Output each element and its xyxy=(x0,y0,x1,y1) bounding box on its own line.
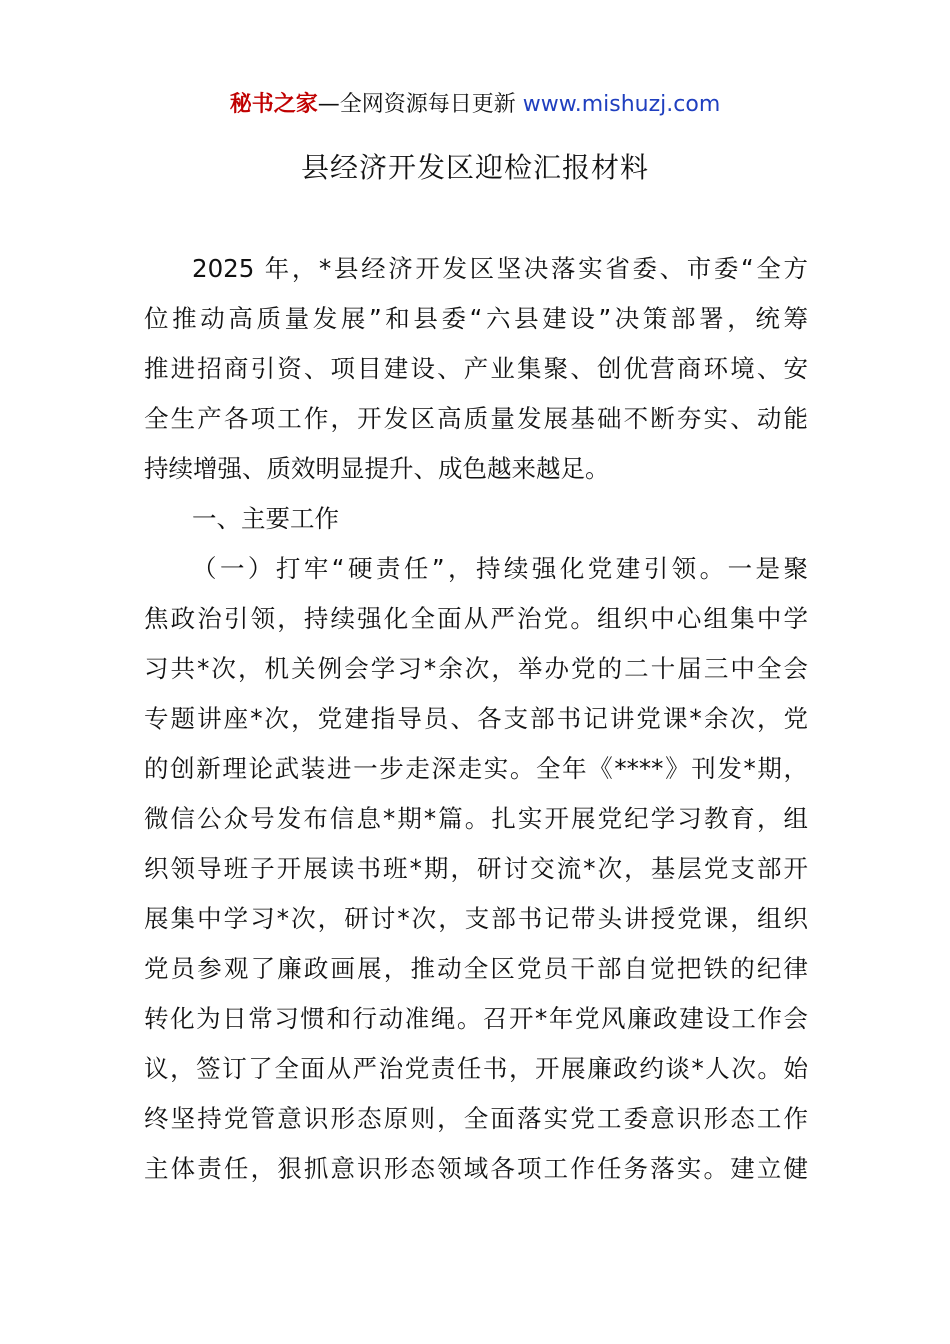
paragraph-line: 党员参观了廉政画展，推动全区党员干部自觉把铁的纪律 xyxy=(144,954,808,983)
paragraph-line: 持续增强、质效明显提升、成色越来越足。 xyxy=(144,454,610,483)
paragraph-line: 焦政治引领，持续强化全面从严治党。组织中心组集中学 xyxy=(144,604,808,633)
paragraph-line: 织领导班子开展读书班*期，研讨交流*次，基层党支部开 xyxy=(144,854,808,883)
paragraph-line: 微信公众号发布信息*期*篇。扎实开展党纪学习教育，组 xyxy=(144,804,808,833)
site-brand: 秘书之家 xyxy=(229,92,318,117)
paragraph-line: 转化为日常习惯和行动准绳。召开*年党风廉政建设工作会 xyxy=(144,1004,808,1033)
document-body xyxy=(144,244,808,1194)
paragraph-line: 终坚持党管意识形态原则，全面落实党工委意识形态工作 xyxy=(144,1104,808,1133)
paragraph-line: 专题讲座*次，党建指导员、各支部书记讲党课*余次，党 xyxy=(144,704,808,733)
paragraph-line: 全生产各项工作，开发区高质量发展基础不断夯实、动能 xyxy=(144,404,808,433)
paragraph-line: （一）打牢“硬责任”，持续强化党建引领。一是聚 xyxy=(192,554,808,583)
paragraph-line: 2025 年，*县经济开发区坚决落实省委、市委“全方 xyxy=(192,254,808,283)
site-header xyxy=(0,88,950,122)
site-url-link[interactable]: www.mishuzj.com xyxy=(522,92,721,117)
section-heading: 一、主要工作 xyxy=(192,504,339,533)
paragraph-line: 位推动高质量发展”和县委“六县建设”决策部署，统筹 xyxy=(144,304,808,333)
paragraph-line: 的创新理论武装进一步走深走实。全年《****》刊发*期， xyxy=(144,754,808,783)
paragraph-line: 习共*次，机关例会学习*余次，举办党的二十届三中全会 xyxy=(144,654,808,683)
site-tagline: —全网资源每日更新 xyxy=(317,92,523,117)
document-title: 县经济开发区迎检汇报材料 xyxy=(300,151,649,184)
paragraph-line: 推进招商引资、项目建设、产业集聚、创优营商环境、安 xyxy=(144,354,808,383)
paragraph-line: 展集中学习*次，研讨*次，支部书记带头讲授党课，组织 xyxy=(144,904,808,933)
paragraph-line: 议，签订了全面从严治党责任书，开展廉政约谈*人次。始 xyxy=(144,1054,808,1083)
paragraph-line: 主体责任，狠抓意识形态领域各项工作任务落实。建立健 xyxy=(144,1154,808,1183)
